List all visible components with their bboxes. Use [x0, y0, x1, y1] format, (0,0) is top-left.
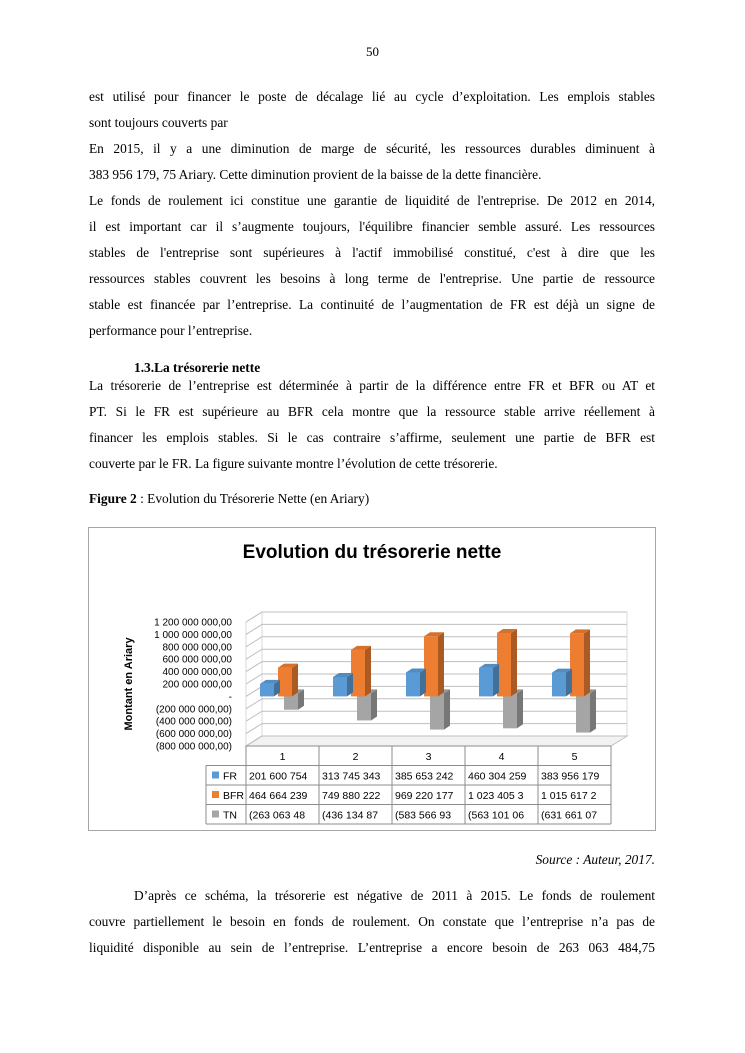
text-line: performance pour l’entreprise.: [89, 323, 253, 338]
bar-side-fr-3: [420, 668, 426, 696]
bar-bfr-3: [424, 636, 438, 696]
legend-key-bfr: [212, 791, 219, 798]
data-label: (436 134 87: [322, 809, 379, 822]
bar-side-bfr-2: [365, 646, 371, 696]
text-line: financer les emplois stables. Si le cas contraire s’affirme, seulement une partie de BFR est: [89, 430, 655, 445]
y-axis-label: Montant en Ariary: [123, 637, 135, 731]
source-note: Source : Auteur, 2017.: [535, 852, 655, 867]
data-label: (583 566 93: [395, 809, 452, 822]
text-line: 383 956 179, 75 Ariary. Cette diminution provient de la baisse de la dette financière.: [89, 167, 542, 182]
y-tick-label: 200 000 000,00: [162, 679, 232, 691]
text-line: il est important car il s’augmente toujours, l'équilibre financier semble assuré. Les ressources: [89, 219, 655, 234]
legend-label-bfr: BFR: [223, 790, 244, 802]
bar-side-bfr-1: [292, 664, 298, 697]
y-tick-label: 1 200 000 000,00: [154, 617, 232, 629]
bar-side-tn-5: [590, 689, 596, 732]
text-line: D’après ce schéma, la trésorerie est négative de 2011 à 2015. Le fonds de roulement: [134, 888, 655, 903]
paragraph-3: [89, 188, 655, 344]
text-line: stable est financée par l’entreprise. La continuité de l’augmentation de FR est déjà un signe de: [89, 297, 655, 312]
paragraph-2: [89, 136, 655, 188]
bar-side-bfr-4: [511, 629, 517, 696]
y-tick-label: 400 000 000,00: [162, 667, 232, 679]
bar-bfr-5: [570, 633, 584, 696]
y-tick-label: (600 000 000,00): [155, 729, 232, 741]
bar-side-bfr-3: [438, 632, 444, 696]
y-tick-label: -: [228, 691, 232, 703]
paragraph-1: [89, 84, 655, 136]
y-tick-label: 1 000 000 000,00: [154, 629, 232, 641]
legend-label-fr: FR: [223, 770, 237, 783]
text-line: stables de l'entreprise sont supérieures à l'actif immobilisé constitué, c'est à dire que les: [89, 245, 655, 260]
text-line: PT. Si le FR est supérieure au BFR cela montre que la ressource stable arrive réellement à: [89, 404, 655, 419]
bar-fr-3: [406, 672, 420, 696]
text-line: sont toujours couverts par: [89, 115, 228, 130]
data-label: 385 653 242: [395, 770, 454, 783]
x-tick-label: 4: [498, 751, 505, 763]
figure-caption-text: : Evolution du Trésorerie Nette (en Ariary): [136, 491, 370, 506]
bar-bfr-2: [351, 650, 365, 696]
y-tick-label: 800 000 000,00: [162, 642, 232, 654]
bar-side-tn-4: [517, 689, 523, 728]
text-line: est utilisé pour financer le poste de décalage lié au cycle d’exploitation. Les emplois stables: [89, 89, 655, 104]
x-tick-label: 5: [571, 751, 578, 763]
figure-caption: [89, 491, 369, 507]
legend-label-tn: TN: [223, 809, 237, 822]
data-label: 460 304 259: [468, 770, 527, 783]
figure-label: Figure 2: [89, 491, 137, 506]
data-label: 464 664 239: [249, 790, 308, 802]
chart-floor: [246, 736, 627, 746]
data-label: (563 101 06: [468, 809, 525, 822]
bar-side-bfr-5: [584, 629, 590, 696]
data-label: 313 745 343: [322, 770, 381, 783]
legend-key-fr: [212, 772, 219, 779]
bar-bfr-1: [278, 668, 292, 697]
data-label: 749 880 222: [322, 790, 381, 802]
bar-tn-2: [357, 693, 371, 720]
text-line: couverte par le FR. La figure suivante montre l’évolution de cette trésorerie.: [89, 456, 498, 471]
data-label: 969 220 177: [395, 790, 454, 802]
data-label: (631 661 07: [541, 809, 598, 822]
chart-title: Evolution du trésorerie nette: [242, 542, 502, 563]
section-heading: 1.3.La trésorerie nette: [134, 360, 261, 375]
data-label: 1 015 617 2: [541, 790, 597, 802]
bar-tn-3: [430, 693, 444, 729]
page-number: 50: [366, 44, 379, 59]
bar-fr-2: [333, 677, 347, 696]
y-tick-label: 600 000 000,00: [162, 654, 232, 666]
text-line: liquidité disponible au sein de l’entreprise. L’entreprise a encore besoin de 263 063 484,75: [89, 940, 655, 955]
data-label: 383 956 179: [541, 770, 600, 783]
text-line: La trésorerie de l’entreprise est déterminée à partir de la différence entre FR et BFR ou AT et: [89, 378, 655, 393]
y-tick-label: (200 000 000,00): [155, 704, 232, 716]
bar-side-tn-2: [371, 689, 377, 720]
x-tick-label: 2: [352, 751, 359, 763]
x-tick-label: 3: [425, 751, 432, 763]
x-tick-label: 1: [279, 751, 286, 763]
chart-svg: [89, 528, 655, 830]
paragraph-5: [89, 883, 655, 961]
data-label: 1 023 405 3: [468, 790, 524, 802]
bar-side-fr-4: [493, 664, 499, 697]
text-line: couvre partiellement le besoin en fonds de roulement. On constate que l’entreprise n’a pas de: [89, 914, 655, 929]
chart-container: [88, 527, 656, 831]
data-label: (263 063 48: [249, 809, 306, 822]
bar-side-tn-3: [444, 689, 450, 729]
bar-fr-5: [552, 673, 566, 697]
bar-side-fr-2: [347, 673, 353, 696]
y-tick-label: (800 000 000,00): [155, 741, 232, 753]
bar-tn-5: [576, 693, 590, 732]
data-label: 201 600 754: [249, 770, 308, 783]
legend-key-tn: [212, 811, 219, 818]
bar-side-fr-5: [566, 669, 572, 697]
y-tick-label: (400 000 000,00): [155, 716, 232, 728]
bar-fr-4: [479, 668, 493, 697]
text-line: En 2015, il y a une diminution de marge de sécurité, les ressources durables diminuent à: [89, 141, 655, 156]
bar-tn-4: [503, 693, 517, 728]
paragraph-4: [89, 373, 655, 477]
bar-bfr-4: [497, 633, 511, 696]
text-line: Le fonds de roulement ici constitue une garantie de liquidité de l'entreprise. De 2012 en 2014,: [89, 193, 655, 208]
bar-fr-1: [260, 684, 274, 696]
text-line: ressources stables couvrent les besoins à long terme de l'entreprise. Une partie de ressource: [89, 271, 655, 286]
